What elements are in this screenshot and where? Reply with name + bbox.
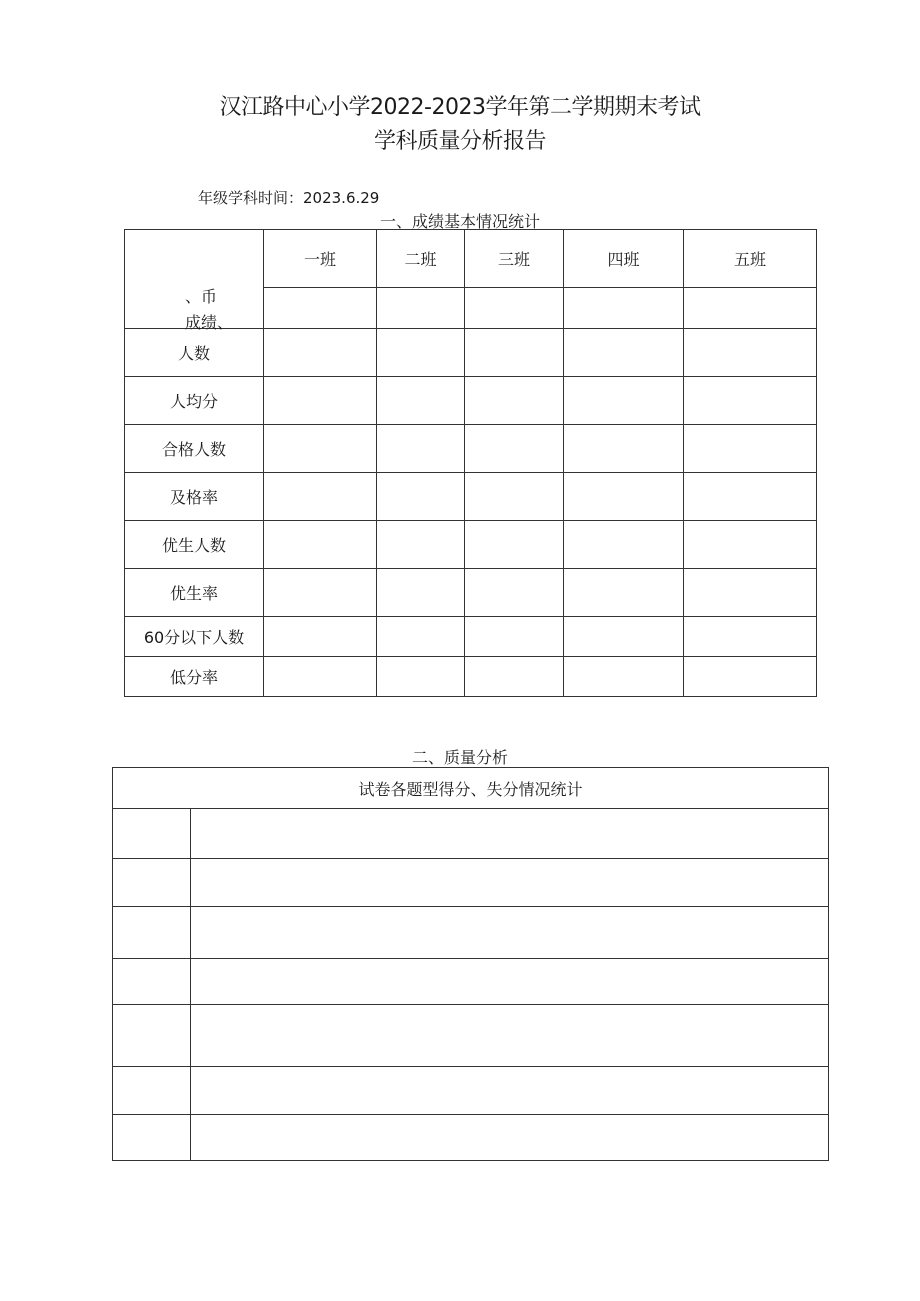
table-row <box>113 1005 829 1067</box>
table-cell[interactable] <box>377 521 465 569</box>
table-cell[interactable] <box>113 809 191 859</box>
table-cell[interactable] <box>191 959 829 1005</box>
table-cell[interactable] <box>377 657 465 697</box>
score-statistics-table <box>124 229 817 697</box>
table-cell[interactable] <box>684 569 817 617</box>
table-cell[interactable] <box>377 377 465 425</box>
row-label: 60分以下人数 <box>125 617 264 657</box>
table-cell[interactable] <box>684 473 817 521</box>
table-cell[interactable] <box>684 288 817 329</box>
table-cell[interactable] <box>113 907 191 959</box>
table-cell[interactable] <box>465 521 564 569</box>
table-cell[interactable] <box>684 377 817 425</box>
table-cell[interactable] <box>191 859 829 907</box>
class-header-4: 四班 <box>564 230 684 288</box>
table-cell[interactable] <box>377 288 465 329</box>
row-label: 及格率 <box>125 473 264 521</box>
table-row <box>113 959 829 1005</box>
table-row <box>125 657 817 697</box>
table-cell[interactable] <box>113 959 191 1005</box>
table-cell[interactable] <box>564 377 684 425</box>
class-header-1: 一班 <box>264 230 377 288</box>
corner-top-label: 、币 <box>185 287 218 306</box>
table-cell[interactable] <box>564 617 684 657</box>
table-cell[interactable] <box>377 425 465 473</box>
table-row <box>125 425 817 473</box>
table-row <box>113 1115 829 1161</box>
quality-analysis-table <box>112 767 829 1161</box>
table-cell[interactable] <box>264 288 377 329</box>
row-label: 合格人数 <box>125 425 264 473</box>
corner-bottom-label: 成绩、 <box>185 313 234 332</box>
table-cell[interactable] <box>684 617 817 657</box>
table-cell[interactable] <box>377 617 465 657</box>
table-cell[interactable] <box>465 288 564 329</box>
table-row <box>125 377 817 425</box>
table-cell[interactable] <box>564 329 684 377</box>
table-cell[interactable] <box>264 377 377 425</box>
section2-heading: 二、质量分析 <box>411 748 508 767</box>
table-cell[interactable] <box>264 425 377 473</box>
table-cell[interactable] <box>264 521 377 569</box>
table-row <box>125 473 817 521</box>
table-cell[interactable] <box>191 1005 829 1067</box>
table-row <box>125 569 817 617</box>
table-cell[interactable] <box>564 569 684 617</box>
table-cell[interactable] <box>264 617 377 657</box>
report-title-line2: 学科质量分析报告 <box>373 129 546 154</box>
table-cell[interactable] <box>113 859 191 907</box>
table-cell[interactable] <box>564 473 684 521</box>
corner-header-cell <box>125 230 264 332</box>
table-cell[interactable] <box>684 425 817 473</box>
table-cell[interactable] <box>113 1115 191 1161</box>
table-cell[interactable] <box>465 569 564 617</box>
report-title-line1: 汉江路中心小学2022-2023学年第二学期期末考试 <box>219 95 701 120</box>
table-row <box>125 329 817 377</box>
quality-table-caption: 试卷各题型得分、失分情况统计 <box>113 768 829 809</box>
class-header-2: 二班 <box>377 230 465 288</box>
row-label: 优生人数 <box>125 521 264 569</box>
section1-heading: 一、成绩基本情况统计 <box>379 212 540 231</box>
table-cell[interactable] <box>264 569 377 617</box>
table-cell[interactable] <box>113 1067 191 1115</box>
table-cell[interactable] <box>564 657 684 697</box>
table-cell[interactable] <box>113 1005 191 1067</box>
table-cell[interactable] <box>377 329 465 377</box>
table-row <box>113 907 829 959</box>
grade-subject-date: 年级学科时间：2023.6.29 <box>198 189 380 207</box>
table-cell[interactable] <box>264 657 377 697</box>
row-label: 人数 <box>125 329 264 377</box>
row-label: 人均分 <box>125 377 264 425</box>
table-cell[interactable] <box>684 657 817 697</box>
table-cell[interactable] <box>564 521 684 569</box>
table-row <box>113 809 829 859</box>
table-cell[interactable] <box>465 617 564 657</box>
table-cell[interactable] <box>684 521 817 569</box>
table-cell[interactable] <box>465 473 564 521</box>
table-cell[interactable] <box>377 473 465 521</box>
table-cell[interactable] <box>465 329 564 377</box>
table-cell[interactable] <box>264 473 377 521</box>
class-header-5: 五班 <box>684 230 817 288</box>
row-label: 优生率 <box>125 569 264 617</box>
class-header-3: 三班 <box>465 230 564 288</box>
table-cell[interactable] <box>564 425 684 473</box>
table-cell[interactable] <box>377 569 465 617</box>
table-cell[interactable] <box>684 329 817 377</box>
table-cell[interactable] <box>191 809 829 859</box>
table-cell[interactable] <box>191 907 829 959</box>
table-row <box>113 859 829 907</box>
table-cell[interactable] <box>465 377 564 425</box>
table-cell[interactable] <box>191 1067 829 1115</box>
table-cell[interactable] <box>465 657 564 697</box>
table-cell[interactable] <box>564 288 684 329</box>
table-cell[interactable] <box>191 1115 829 1161</box>
table-cell[interactable] <box>264 329 377 377</box>
row-label: 低分率 <box>125 657 264 697</box>
table-row <box>113 1067 829 1115</box>
table-row <box>125 521 817 569</box>
table-cell[interactable] <box>465 425 564 473</box>
table-row <box>125 617 817 657</box>
